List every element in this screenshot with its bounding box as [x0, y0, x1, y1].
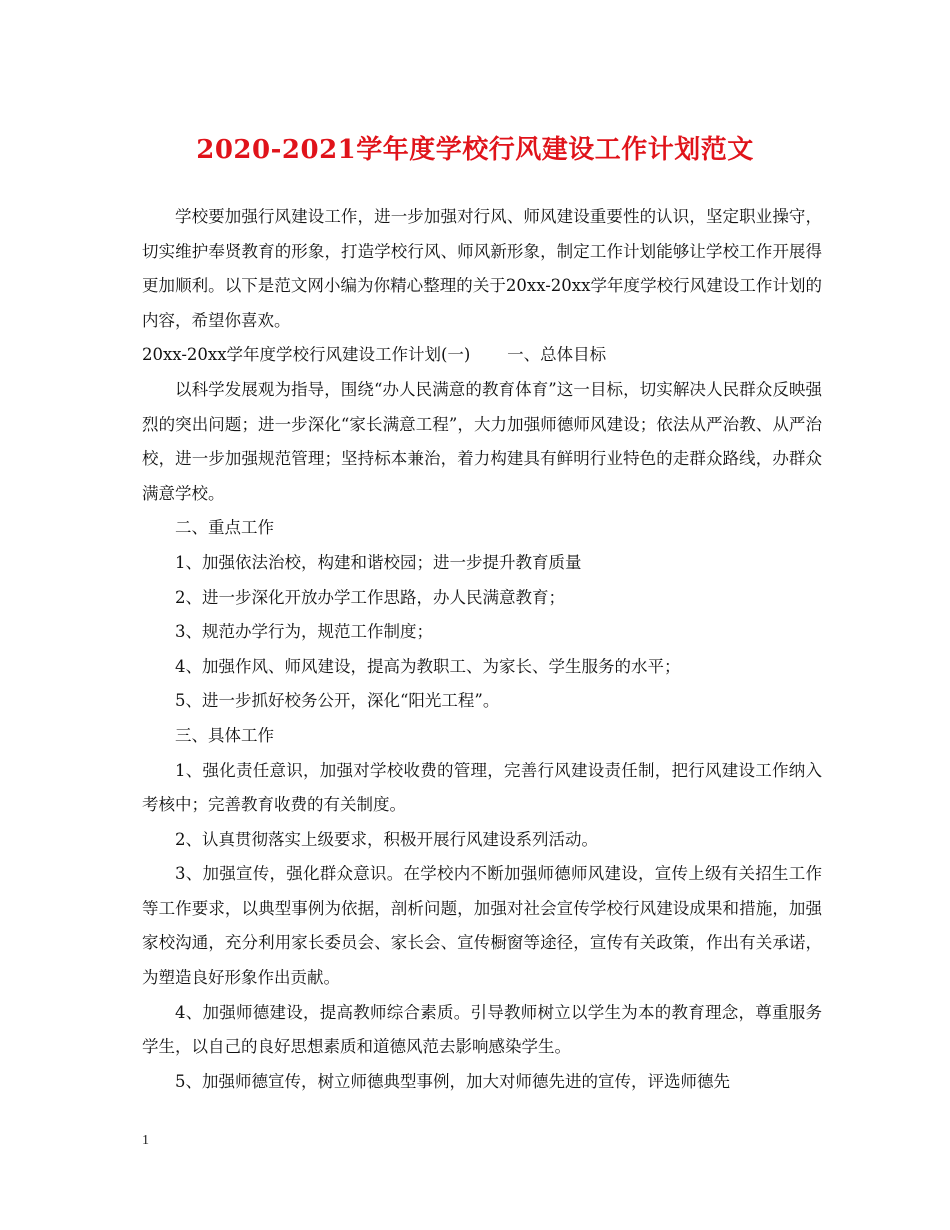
- goal-paragraph: 以科学发展观为指导，围绕“办人民满意的教育体育”这一目标，切实解决人民群众反映强烈的突出问题；进一步深化“家长满意工程”，大力加强师德师风建设；依法从严治教、从严治校，进一步加强规范管理；坚持标本兼治，着力构建具有鲜明行业特色的走群众路线，办群众满意学校。: [142, 379, 822, 503]
- list-item: 1、强化责任意识，加强对学校收费的管理，完善行风建设责任制，把行风建设工作纳入考核中；完善教育收费的有关制度。: [142, 760, 822, 815]
- list-item: 5、进一步抓好校务公开，深化“阳光工程”。: [175, 691, 500, 711]
- list-item: 1、加强依法治校，构建和谐校园；进一步提升教育质量: [175, 552, 582, 572]
- list-item: 2、进一步深化开放办学工作思路，办人民满意教育；: [175, 587, 565, 607]
- list-item: 4、加强作风、师风建设，提高为教职工、为家长、学生服务的水平；: [175, 656, 681, 676]
- document-body: [142, 200, 822, 1099]
- intro-paragraph: 学校要加强行风建设工作，进一步加强对行风、师风建设重要性的认识，坚定职业操守，切实维护奉贤教育的形象，打造学校行风、师风新形象，制定工作计划能够让学校工作开展得更加顺利。以下是范文网小编为你精心整理的关于20xx-20xx学年度学校行风建设工作计划的内容，希望你喜欢。: [142, 207, 822, 330]
- list-item: 3、规范办学行为，规范工作制度；: [175, 622, 433, 642]
- plan-heading-line: 20xx-20xx学年度学校行风建设工作计划(一) 一、总体目标: [142, 345, 607, 365]
- list-item: 5、加强师德宣传，树立师德典型事例，加大对师德先进的宣传，评选师德先: [175, 1071, 730, 1091]
- list-item: 2、认真贯彻落实上级要求，积极开展行风建设系列活动。: [175, 829, 598, 849]
- section-heading: 二、重点工作: [175, 518, 274, 538]
- page-number: 1: [142, 1133, 149, 1148]
- section-heading: 三、具体工作: [175, 725, 274, 745]
- document-title: 2020-2021学年度学校行风建设工作计划范文: [196, 135, 754, 165]
- list-item: 4、加强师德建设，提高教师综合素质。引导教师树立以学生为本的教育理念，尊重服务学生，以自己的良好思想素质和道德风范去影响感染学生。: [142, 1002, 822, 1057]
- list-item: 3、加强宣传，强化群众意识。在学校内不断加强师德师风建设，宣传上级有关招生工作等工作要求，以典型事例为依据，剖析问题，加强对社会宣传学校行风建设成果和措施，加强家校沟通，充分利用家长委员会、家长会、宣传橱窗等途径，宣传有关政策，作出有关承诺，为塑造良好形象作出贡献。: [142, 864, 822, 988]
